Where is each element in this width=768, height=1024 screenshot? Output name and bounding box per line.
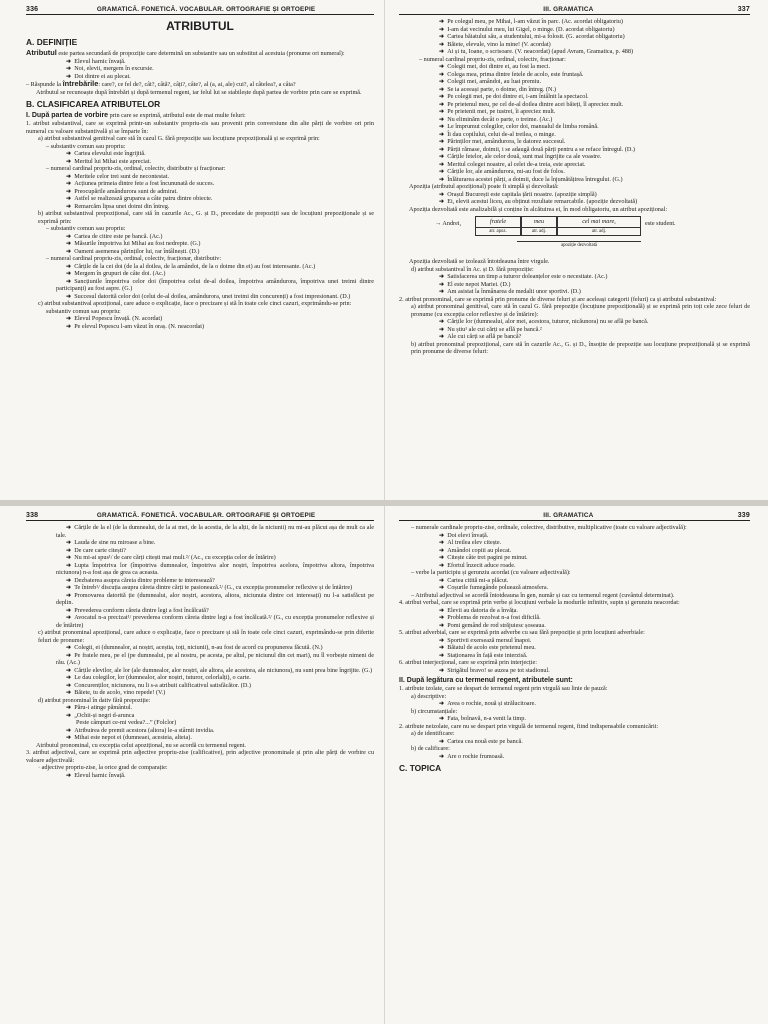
example: ➜ Succesul datorită celor doi (celui de-al doilea, amândurora, unei treimi din concurenți) a fost impresionant. (D.) <box>66 292 351 300</box>
diagram-word: fratele <box>489 218 507 225</box>
example: ➜ Cartea cea nouă este pe bancă. <box>439 737 523 745</box>
example: ➜ Meritul colegei noastre, al celei de-a treia, este apreciat. <box>439 160 586 168</box>
subheading: b) atribut substantival prepozițional, care stă în cazurile Ac., G. și D., precedate de prepoziții sau de locuțiuni prepoziționale și se exprimă prin: <box>38 210 374 225</box>
example: ➜ Concurenților, niciunora, nu li s-a atribuit calificativul satisfăcător. (D.) <box>66 681 251 689</box>
subheading: – numerale cardinale propriu-zise, ordinale, colective, distributive, multiplicative (toate cu valoare adjectivală): <box>411 524 687 531</box>
example: ➜ Colegii mei, doi dintre ei, au fost la meci. <box>439 63 551 70</box>
example: ➜ Părții rămase, doimii, i se adaugă două părți pentru a se reface întregul. (D.) <box>439 145 635 153</box>
example: ➜ Cărțile de la cei doi (de la al doilea, de la amândoi, de la o doime din ei) au fost interesante. (Ac.) <box>66 262 316 270</box>
example: ➜ Cărțile elevilor, ale lor (ale dumnealor, alor noștri, ale altora, ale acestora, ale niciunora), nu sunt prea bine îngrijite. (G.) <box>66 666 373 674</box>
subheading: – substantiv comun sau propriu: <box>46 225 126 232</box>
example: ➜ Staționarea în față este interzisă. <box>439 651 528 659</box>
page-338 <box>0 506 384 1024</box>
example: ➜ Colegii mei, amândoi, au luat premiu. <box>439 78 542 85</box>
subheading: d) atribut pronominal în dativ fără prepoziție: <box>38 696 151 704</box>
running-header <box>26 512 374 521</box>
paragraph: 1. atribute izolate, care se despart de termenul regent prin virgulă sau linie de pauză: <box>399 685 608 692</box>
example: ➜ Băiete, elevule, vino la mine! (V. acordat) <box>439 40 551 48</box>
diagram-lead: → Andrei, <box>435 220 462 227</box>
running-head: GRAMATICĂ. FONETICĂ. VOCABULAR. ORTOGRAFIE ȘI ORTOEPIE <box>96 6 316 13</box>
example: ➜ Sancțiunile împotriva celor doi (împotriva celui de-al doilea, împotriva amândurora, împotriva unei treimi dintre participanți) au fost aspre. (G.) <box>56 277 374 292</box>
example: ➜ Are o rochie frumoasă. <box>439 752 505 760</box>
example: ➜ Avocatul n-a precizat¹/ prevederea conform căreia dintre legi a fost încălcată.²/ (G., cu excepția pronumelor reflexive și de întărire) <box>56 614 374 629</box>
subheading: c) atribut pronominal apozițional, care aduce o explicație, face o precizare și stă în toate cele cinci cazuri, exprimându-se prin diferite feluri de pronume: <box>38 629 374 644</box>
example: ➜ El este nepot Mariei. (D.) <box>439 280 511 288</box>
paragraph: 6. atribut interjecțional, care se exprimă prin interjecție: <box>399 659 537 666</box>
subheading: d) atribut substantival în Ac. și D. fără prepoziție: <box>411 265 534 273</box>
running-head: III. GRAMATICA <box>543 512 594 519</box>
example: ➜ Pe colegii mei, pe doi dintre ei, i-am întâlnit la spectacol. <box>439 93 589 100</box>
page-number: 337 <box>737 6 750 13</box>
definition-text: este partea secundară de propoziție care determină un substantiv sau un substitut al acestuia (pronume ori numeral): <box>58 50 345 57</box>
example: ➜ Îi dau copilului, celui de-al treilea, o minge. <box>439 130 556 138</box>
top-spread <box>0 0 768 500</box>
example: ➜ Elevul harnic învață. <box>66 57 126 65</box>
paragraph: Apoziția (atributul apozițional) poate fi simplă și dezvoltată: <box>409 183 559 190</box>
example: ➜ Problema de rezolvat n-a fost dificilă. <box>439 614 541 621</box>
example: ➜ Lupta împotriva lor (împotriva dumnealor, împotriva alor noștri, împotriva acelora, împotriva altora, împotriva niciunora) n-a fost așa de grea ca aceasta. <box>56 561 374 576</box>
example: ➜ Te întreb¹/ discuția asupra căreia dintre cărți te pasionează.²/ (G., cu excepția pronumelor reflexive și de întărire) <box>66 584 353 591</box>
running-head: GRAMATICĂ. FONETICĂ. VOCABULAR. ORTOGRAFIE ȘI ORTOEPIE <box>96 512 316 519</box>
chapter-title: ATRIBUTUL <box>166 19 234 33</box>
paragraph: – Atributul adjectival se acordă întotdeauna în gen, număr și caz cu termenul regent (cuvântul determinat). <box>411 591 675 599</box>
example: ➜ Prevederea conform căreia dintre legi a fost încălcată? <box>66 606 209 614</box>
example: ➜ Orașul București este capitala țării noastre. (apoziție simplă) <box>439 190 597 198</box>
paragraph: Atributul se recunoaște după întrebări și după termenul regent, iar felul lui se stabilește după partea de vorbire prin care se exprimă. <box>36 88 362 96</box>
example: ➜ Pe colegul meu, pe Mihai, l-am văzut în parc. (Ac. acordat obligatoriu) <box>439 18 623 25</box>
subheading: c) atribut substantival apozițional, care aduce o explicație, face o precizare și stă în toate cele cinci cazuri, exprimându-se prin: <box>38 300 352 307</box>
subheading: b) circumstanțiale: <box>411 707 458 715</box>
example: ➜ Acțiunea primeia dintre fete a fost încununată de succes. <box>66 180 215 187</box>
subheading: substantiv comun sau propriu: <box>46 307 121 315</box>
example: ➜ Înlăturarea acestei părți, a doimii, duce la înjumătățirea întregului. (G.) <box>439 175 623 183</box>
example: ➜ Cărțile de la el (de la dumnealui, de la ai mei, de la acestia, de la alții, de la niciunii) nu mi-au plăcut așa de mult ca ale tale. <box>56 524 374 539</box>
subheading: a) de identificare: <box>411 730 455 737</box>
page-336 <box>0 0 384 500</box>
example: ➜ Cartea citită mi-a plăcut. <box>439 576 509 584</box>
example: ➜ Părinților mei, amândurora, le datorez succesul. <box>439 138 566 145</box>
example: ➜ Meritul lui Mihai este apreciat. <box>66 157 151 165</box>
example: ➜ Păru-i atinge pământul. <box>66 704 133 711</box>
example: ➜ Efortul înzecit aduce roade. <box>439 561 516 569</box>
example: ➜ Promovarea datorită ție (dumnealui, alor noștri, acestora, altora, niciunuia dintre cei interesați) nu l-a satisfăcut pe deplin. <box>56 591 374 606</box>
running-header <box>399 6 750 15</box>
example: ➜ Colegii, ei (dumnealor, ai noștri, aceștia, toți, niciunii), n-au fost de acord cu propunerea făcută. (N.) <box>66 644 323 651</box>
example: ➜ Nu mi-ai spus¹/ de care cărți citești mai mult.²/ (Ac., cu excepția celor de întărire) <box>66 554 276 561</box>
diagram-caption: apoziție dezvoltată <box>517 241 641 250</box>
section-heading: II. După legătura cu termenul regent, atributele sunt: <box>399 677 573 684</box>
example: ➜ Pomi gemând de rod străjuiesc șoseaua. <box>439 621 546 629</box>
paragraph: 4. atribut verbal, care se exprimă prin verbe și locuțiuni verbale la modurile infinitiv, supin și gerunziu neacordat: <box>399 599 680 606</box>
paragraph: 5. atribut adverbial, care se exprimă prin adverbe cu sau fără prepoziție și prin locuțiuni adverbiale: <box>399 629 645 636</box>
example: ➜ Mihai este nepot ei (dumneaei, acesteia, alteia). <box>66 734 192 741</box>
example: ➜ Cartea de citire este pe bancă. (Ac.) <box>66 232 163 240</box>
example: ➜ Se ia aceeași parte, o doime, din întreg. (N.) <box>439 85 557 93</box>
example: ➜ Pe elevul Popescu l-am văzut în oraș. (N. neacordat) <box>66 322 205 330</box>
example: ➜ Cărțile lor (dumnealui, alor mei, acestora, tuturor, nicăunora) nu se află pe bancă. <box>439 318 649 325</box>
subheading: – numeral cardinal propriu-zis, ordinal, colectiv, distributiv și fracționar: <box>46 165 226 172</box>
paragraph: 2. atribute neizolate, care nu se despart prin virgulă de termenul regent, fiind indispensabile comunicării: <box>399 722 659 730</box>
page-body <box>26 18 374 330</box>
example: ➜ Elevul Popescu învață. (N. acordat) <box>66 315 163 322</box>
diagram-label: atr. adj. <box>522 227 556 235</box>
example: ➜ Citește câte trei pagini pe minut. <box>439 554 528 561</box>
diagram-word: cel mai mare, <box>582 218 616 225</box>
paragraph: 1. atribut substantival, care se exprimă printr-un substantiv propriu-zis sau provenit prin conversiune din alte părți de vorbire ori prin numeral cu valoare substantivală și se împarte în: <box>26 120 374 135</box>
page-337 <box>384 0 768 500</box>
example: ➜ Fata, bolnavă, n-a venit la timp. <box>439 715 526 722</box>
example: ➜ Atribuirea de premii acestora (altora) le-a stârnit invidia. <box>66 726 215 734</box>
example: ➜ Sportivii exersează mersul înapoi. <box>439 636 532 644</box>
subheading: – verbe la participiu și gerunziu acordat (cu valoare adjectivală): <box>411 569 571 576</box>
diagram-box <box>557 216 641 236</box>
example: ➜ Pe prietenul meu, pe cel de-al doilea dintre acei băieți, îl apreciez mult. <box>439 100 624 108</box>
example: ➜ Astfel se realizează gruparea a câte patru dintre obiecte. <box>66 195 213 202</box>
running-header <box>399 512 750 521</box>
page-number: 339 <box>737 512 750 519</box>
subheading: – substantiv comun sau propriu: <box>46 142 126 150</box>
diagram-word: meu <box>533 218 545 225</box>
example: ➜ Cărțile lor, ale amândurora, mi-au fost de folos. <box>439 168 565 175</box>
apposition-diagram <box>399 216 750 254</box>
example: ➜ Elevul harnic învață. <box>66 771 126 779</box>
example: ➜ Cartea elevului este îngrijită. <box>66 150 146 157</box>
page-number: 338 <box>26 512 39 519</box>
page-body <box>399 18 750 356</box>
example: ➜ Băiete, tu de acolo, vino repede! (V.) <box>66 689 166 696</box>
subheading: b) de calificare: <box>411 745 450 752</box>
example: ➜ Strigătul bravo! se auzea pe tot stadionul. <box>439 666 550 674</box>
definition-term: Atributul <box>26 48 57 57</box>
example: ➜ Al treilea elev citește. <box>439 539 502 546</box>
example: ➜ Doi dintre ei au plecat. <box>66 72 131 80</box>
example: ➜ Am asistat la înmânarea de medalii unor sportivi. (D.) <box>439 288 581 295</box>
example: ➜ Oameni asemenea părinților lui, rar întâlnești. (D.) <box>66 247 200 255</box>
example: ➜ Le împrumut colegilor, celor doi, manualul de limba română. <box>439 123 599 130</box>
paragraph: Apoziția dezvoltată este analizabilă și conține în alcătuirea ei, în mod obligatoriu, un atribut apozițional: <box>409 205 668 213</box>
example: ➜ Cartea băiatului său, a studentului, mi-a folosit. (G. acordat obligatoriu) <box>439 33 625 40</box>
page-body <box>26 524 374 779</box>
bottom-spread <box>0 506 768 1024</box>
subheading: b) atribut pronominal prepozițional, care stă în cazurile Ac., G. și D., însoțite de prepoziție sau locuțiune prepozițională și se exprimă prin pronume de diverse feluri: <box>411 340 750 355</box>
subheading: · adjective propriu-zise, la orice grad de comparație: <box>38 764 168 771</box>
example: ➜ Pe fratele meu, pe el (pe dumnealui, pe al nostru, pe acesta, pe altul, pe niciunul din cei mari), nu îl vorbește nimeni de rău. (Ac.) <box>56 651 374 666</box>
running-head: III. GRAMATICA <box>543 6 594 13</box>
paragraph: Atributul pronominal, cu excepția celui apozițional, nu se acordă cu termenul regent. <box>36 741 246 749</box>
example: ➜ Remarcăm lipsa unei doimi din întreg. <box>66 202 170 210</box>
example: ➜ Pe prietenii mei, pe tustrei, îi apreciez mult. <box>439 108 556 115</box>
diagram-box <box>521 216 557 236</box>
example: ➜ I-am dat vecinului meu, lui Gigel, o minge. (D. acordat obligatoriu) <box>439 25 615 33</box>
example: ➜ Le dau colegilor, lor (dumnealor, alor noștri, tuturor, celorlalți), o carte. <box>66 674 251 681</box>
example: ➜ Meritele celor trei sunt de necontestat. <box>66 172 170 180</box>
example: ➜ „Ochii-și negri d-arunca <box>66 711 135 719</box>
example: ➜ Nu știu¹ ale cui cărți se află pe bancă.² <box>439 325 542 333</box>
example: ➜ Cărțile fetelor, ale celor două, sunt mai îngrijite ca ale voastre. <box>439 153 602 160</box>
example: ➜ Doi elevi învață. <box>439 531 489 539</box>
subheading: – numeral cardinal propriu-zis, ordinal, colectiv, fracționar, distributiv: <box>46 255 222 262</box>
example: ➜ Băiatul de acolo este prietenul meu. <box>439 644 536 651</box>
paragraph: 3. atribut adjectival, care se exprimă prin adjective propriu-zise (calificative), prin adjective pronominale și prin alte părți de vorbire cu valoare adjectivală: <box>26 749 374 764</box>
definition <box>26 49 374 58</box>
subheading: – numeral cardinal propriu-zis, ordinal, colectiv, fracționar: <box>419 55 566 63</box>
subheading: a) atribut substantival genitival care stă în cazul G. fără prepoziție sau locuțiune prepozițională și se exprimă prin: <box>38 135 320 142</box>
section-heading: A. DEFINIȚIE <box>26 37 78 47</box>
page-339 <box>384 506 768 1024</box>
example: ➜ Coșurile fumegânde poluează atmosfera. <box>439 584 549 591</box>
diagram-box <box>475 216 521 236</box>
paragraph: 2. atribut pronominal, care se exprimă prin pronume de diverse feluri și are aceleași categorii (feluri) ca și atributul substantival: <box>399 295 717 303</box>
example: ➜ Mergem în grupuri de câte doi. (Ac.) <box>66 270 166 277</box>
example: ➜ Nu eliminăm decât o parte, o treime. (Ac.) <box>439 115 553 123</box>
example: ➜ Elevii au datoria de a învăța. <box>439 606 518 614</box>
example: ➜ Amândoi copiii au plecat. <box>439 546 512 554</box>
section-heading: C. TOPICA <box>399 763 442 773</box>
verse-line: Peste câmpuri ce-mi vedea?...” (Folclor) <box>76 719 177 726</box>
subheading: a) descriptive: <box>411 692 447 700</box>
example: ➜ Lauda de sine nu miroase a bine. <box>66 539 156 546</box>
example: ➜ Ei, elevii acestui liceu, au obținut rezultate remarcabile. (apoziție dezvoltată) <box>439 198 638 205</box>
example: ➜ De care carte citești? <box>66 546 126 554</box>
paragraph: Apoziția dezvoltată se izolează întotdeauna între virgule. <box>409 258 550 265</box>
example: ➜ Noi, elevii, mergem în excursie. <box>66 65 154 72</box>
page-body <box>399 524 750 774</box>
example: ➜ Dezbaterea asupra căreia dintre probleme te interesează? <box>66 576 215 584</box>
running-header <box>26 6 374 15</box>
page-number: 336 <box>26 6 39 13</box>
example: ➜ Ale cui cărți se află pe bancă? <box>439 333 522 340</box>
example: ➜ Satisfacerea un timp a tuturor doleanțelor este o necesitate. (Ac.) <box>439 273 608 280</box>
example: ➜ Colega mea, prima dintre fetele de acolo, este fruntașă. <box>439 70 584 78</box>
question-line: – Răspunde la întrebările: care?, ce fel de?, cât?, câtă?, câți?, câte?, al (a, ai, ale) cui?, al câtelea?, a câta? <box>26 79 296 88</box>
example: ➜ Măsurile împotriva lui Mihai au fost nedrepte. (G.) <box>66 240 201 247</box>
diagram-label: atr. apoz. <box>476 227 520 235</box>
example: ➜ Preocupările amândurora sunt de admirat. <box>66 187 178 195</box>
example: ➜ Avea o rochie, nouă și strălucitoare. <box>439 700 536 707</box>
diagram-label: atr. adj. <box>558 227 640 235</box>
classification-intro: I. După partea de vorbire prin care se exprimă, atributul este de mai multe feluri: <box>26 112 246 119</box>
example: ➜ Ai și tu, Ioane, o scrisoare. (V. neacordat) (apud Avram, Gramatica, p. 488) <box>439 48 634 55</box>
subheading: a) atribut pronominal genitival, care stă în cazul G. fără prepoziție (locuțiune prepozițională) și se exprimă prin toți cele zece feluri de pronume (cu excepția celor reflexive și de întărire): <box>411 303 750 318</box>
section-heading: B. CLASIFICAREA ATRIBUTELOR <box>26 99 161 109</box>
diagram-trail: este student. <box>645 220 676 227</box>
